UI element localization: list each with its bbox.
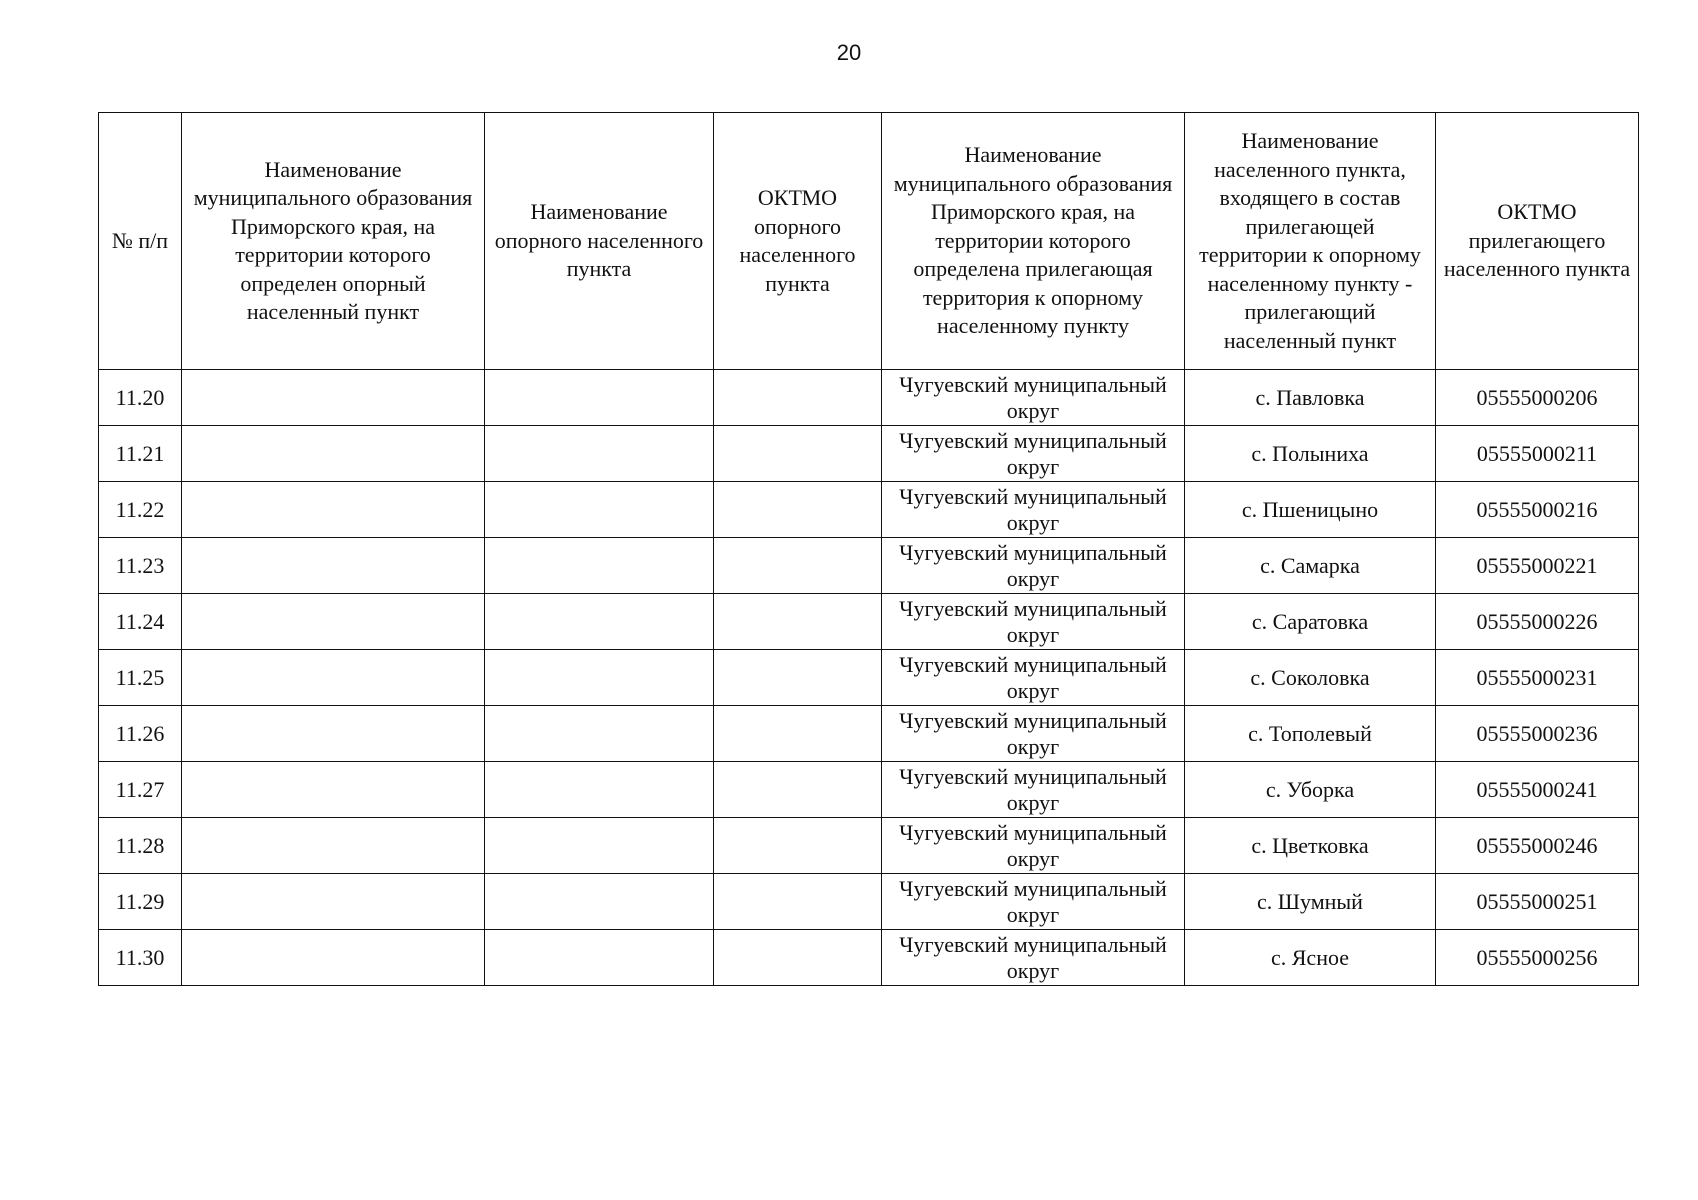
table-row xyxy=(99,370,1639,426)
header-adjacent-oktmo: ОКТМО прилегающего населенного пункта xyxy=(1436,113,1639,370)
cell-hub-settlement xyxy=(485,762,714,818)
cell-municipality xyxy=(182,930,485,986)
cell-adjacent-settlement: с. Уборка xyxy=(1185,762,1436,818)
cell-hub-oktmo xyxy=(714,426,882,482)
cell-row-number: 11.20 xyxy=(99,370,182,426)
cell-adjacent-settlement: с. Ясное xyxy=(1185,930,1436,986)
table-row xyxy=(99,594,1639,650)
cell-hub-oktmo xyxy=(714,594,882,650)
cell-adjacent-oktmo: 05555000231 xyxy=(1436,650,1639,706)
cell-hub-settlement xyxy=(485,930,714,986)
cell-row-number: 11.26 xyxy=(99,706,182,762)
cell-adjacent-municipality: Чугуевский муниципальный округ xyxy=(882,482,1185,538)
cell-adjacent-municipality: Чугуевский муниципальный округ xyxy=(882,426,1185,482)
cell-hub-oktmo xyxy=(714,370,882,426)
cell-municipality xyxy=(182,426,485,482)
cell-row-number: 11.21 xyxy=(99,426,182,482)
cell-municipality xyxy=(182,706,485,762)
table-row xyxy=(99,818,1639,874)
cell-row-number: 11.25 xyxy=(99,650,182,706)
cell-hub-settlement xyxy=(485,650,714,706)
cell-hub-oktmo xyxy=(714,818,882,874)
settlements-table xyxy=(98,112,1639,986)
cell-adjacent-settlement: с. Соколовка xyxy=(1185,650,1436,706)
cell-adjacent-municipality: Чугуевский муниципальный округ xyxy=(882,818,1185,874)
cell-adjacent-municipality: Чугуевский муниципальный округ xyxy=(882,762,1185,818)
cell-adjacent-oktmo: 05555000256 xyxy=(1436,930,1639,986)
table-header xyxy=(99,113,1639,370)
cell-adjacent-oktmo: 05555000211 xyxy=(1436,426,1639,482)
cell-hub-settlement xyxy=(485,370,714,426)
cell-hub-oktmo xyxy=(714,538,882,594)
cell-adjacent-oktmo: 05555000206 xyxy=(1436,370,1639,426)
cell-adjacent-settlement: с. Самарка xyxy=(1185,538,1436,594)
table-row xyxy=(99,930,1639,986)
cell-row-number: 11.28 xyxy=(99,818,182,874)
table-body xyxy=(99,370,1639,986)
table-row xyxy=(99,650,1639,706)
cell-hub-oktmo xyxy=(714,930,882,986)
cell-adjacent-settlement: с. Саратовка xyxy=(1185,594,1436,650)
cell-hub-oktmo xyxy=(714,482,882,538)
cell-adjacent-oktmo: 05555000241 xyxy=(1436,762,1639,818)
cell-municipality xyxy=(182,650,485,706)
cell-municipality xyxy=(182,762,485,818)
cell-hub-settlement xyxy=(485,874,714,930)
cell-hub-oktmo xyxy=(714,706,882,762)
cell-municipality xyxy=(182,594,485,650)
cell-adjacent-municipality: Чугуевский муниципальный округ xyxy=(882,930,1185,986)
cell-hub-settlement xyxy=(485,594,714,650)
header-municipality: Наименование муниципального образования Приморского края, на территории которого определен опорный населенный пункт xyxy=(182,113,485,370)
table-row xyxy=(99,426,1639,482)
cell-adjacent-municipality: Чугуевский муниципальный округ xyxy=(882,594,1185,650)
cell-hub-oktmo xyxy=(714,650,882,706)
cell-row-number: 11.27 xyxy=(99,762,182,818)
cell-municipality xyxy=(182,538,485,594)
header-hub-settlement: Наименование опорного населенного пункта xyxy=(485,113,714,370)
cell-hub-settlement xyxy=(485,538,714,594)
cell-adjacent-oktmo: 05555000246 xyxy=(1436,818,1639,874)
cell-adjacent-oktmo: 05555000216 xyxy=(1436,482,1639,538)
cell-adjacent-municipality: Чугуевский муниципальный округ xyxy=(882,538,1185,594)
cell-adjacent-municipality: Чугуевский муниципальный округ xyxy=(882,650,1185,706)
cell-row-number: 11.22 xyxy=(99,482,182,538)
cell-hub-oktmo xyxy=(714,874,882,930)
cell-municipality xyxy=(182,818,485,874)
table-row xyxy=(99,538,1639,594)
page-number: 20 xyxy=(836,40,862,65)
table-row xyxy=(99,874,1639,930)
cell-hub-oktmo xyxy=(714,762,882,818)
table-row xyxy=(99,762,1639,818)
cell-adjacent-settlement: с. Тополевый xyxy=(1185,706,1436,762)
cell-adjacent-settlement: с. Цветковка xyxy=(1185,818,1436,874)
table-row xyxy=(99,482,1639,538)
header-row-number: № п/п xyxy=(99,113,182,370)
cell-adjacent-municipality: Чугуевский муниципальный округ xyxy=(882,370,1185,426)
cell-row-number: 11.30 xyxy=(99,930,182,986)
header-hub-oktmo: ОКТМО опорного населенного пункта xyxy=(714,113,882,370)
cell-adjacent-municipality: Чугуевский муниципальный округ xyxy=(882,706,1185,762)
cell-row-number: 11.23 xyxy=(99,538,182,594)
table-row xyxy=(99,706,1639,762)
header-adjacent-settlement: Наименование населенного пункта, входящего в состав прилегающей территории к опорному населенному пункту - прилегающий населенный пункт xyxy=(1185,113,1436,370)
cell-adjacent-oktmo: 05555000251 xyxy=(1436,874,1639,930)
cell-adjacent-oktmo: 05555000221 xyxy=(1436,538,1639,594)
cell-hub-settlement xyxy=(485,482,714,538)
cell-adjacent-settlement: с. Павловка xyxy=(1185,370,1436,426)
cell-hub-settlement xyxy=(485,818,714,874)
cell-row-number: 11.29 xyxy=(99,874,182,930)
cell-municipality xyxy=(182,874,485,930)
cell-row-number: 11.24 xyxy=(99,594,182,650)
cell-adjacent-oktmo: 05555000236 xyxy=(1436,706,1639,762)
cell-adjacent-oktmo: 05555000226 xyxy=(1436,594,1639,650)
cell-municipality xyxy=(182,370,485,426)
cell-adjacent-settlement: с. Полыниха xyxy=(1185,426,1436,482)
header-adjacent-municipality: Наименование муниципального образования Приморского края, на территории которого определена прилегающая территория к опорному населенному пункту xyxy=(882,113,1185,370)
cell-adjacent-municipality: Чугуевский муниципальный округ xyxy=(882,874,1185,930)
table-header-row xyxy=(99,113,1639,370)
cell-adjacent-settlement: с. Пшеницыно xyxy=(1185,482,1436,538)
cell-adjacent-settlement: с. Шумный xyxy=(1185,874,1436,930)
cell-hub-settlement xyxy=(485,706,714,762)
cell-hub-settlement xyxy=(485,426,714,482)
cell-municipality xyxy=(182,482,485,538)
